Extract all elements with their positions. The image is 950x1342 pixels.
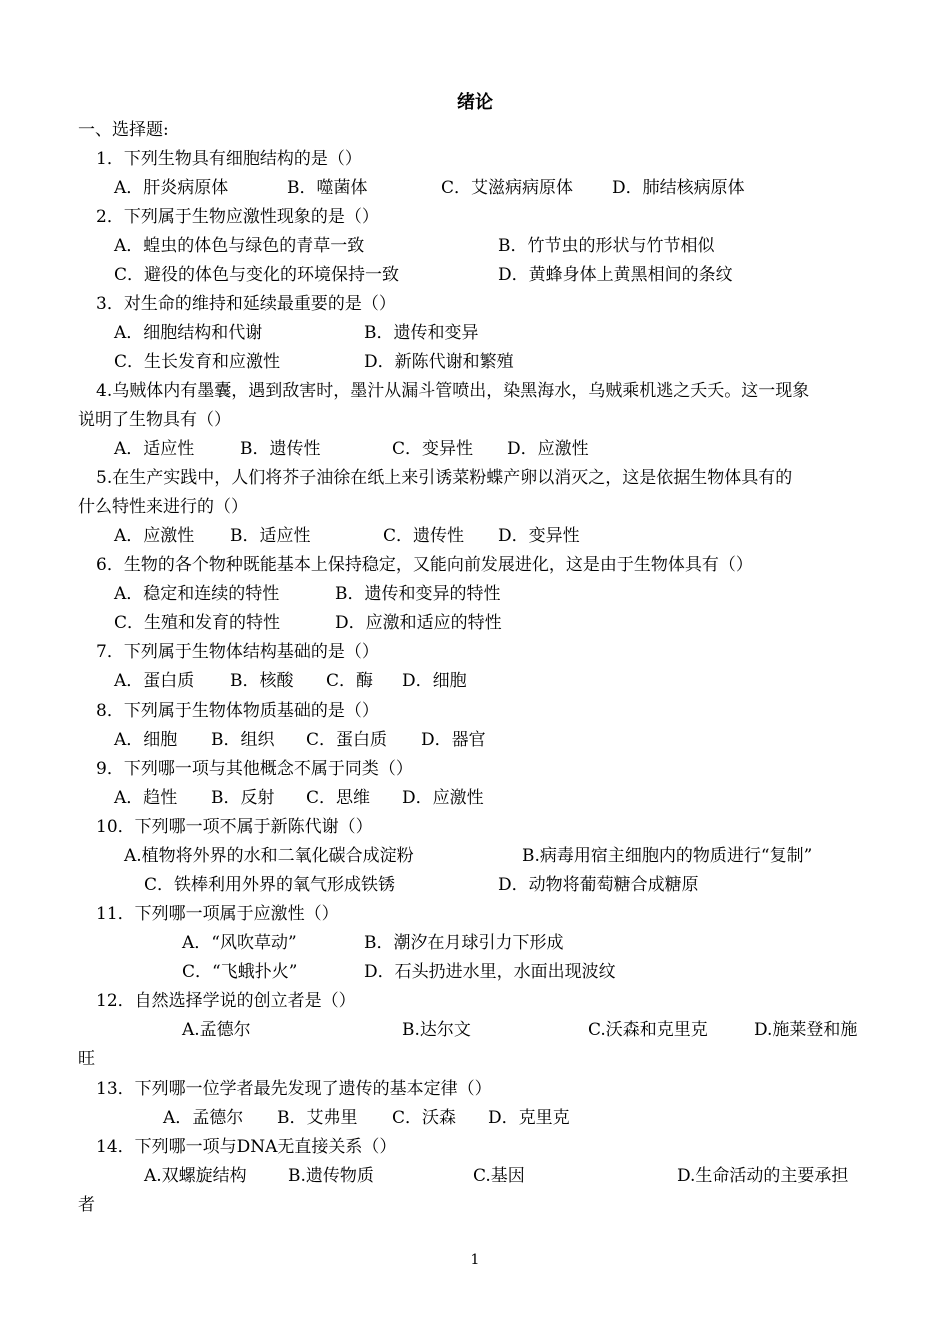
page-number: 1 — [470, 1252, 480, 1268]
question-8-stem: 8．下列属于生物体物质基础的是（） — [96, 701, 379, 721]
option-d: D.生命活动的主要承担 — [677, 1166, 849, 1186]
question-9-stem: 9．下列哪一项与其他概念不属于同类（） — [96, 759, 413, 779]
option-b: B．组织 — [211, 730, 275, 750]
option-a: A．细胞结构和代谢 — [114, 323, 263, 343]
option-b: B.达尔文 — [402, 1020, 471, 1040]
question-6-stem: 6．生物的各个物种既能基本上保持稳定，又能向前发展进化，这是由于生物体具有（） — [96, 555, 753, 575]
option-c: C．思维 — [306, 788, 371, 808]
page-title: 绪论 — [457, 92, 493, 113]
option-b: B．艾弗里 — [277, 1108, 358, 1128]
option-c: C．生殖和发育的特性 — [114, 613, 281, 633]
option-a: A．稳定和连续的特性 — [114, 584, 280, 604]
option-a: A．适应性 — [114, 439, 195, 459]
question-1-stem: 1．下列生物具有细胞结构的是（） — [96, 149, 362, 169]
option-c: C．“飞蛾扑火” — [182, 962, 298, 982]
option-d: D．黄蜂身体上黄黑相间的条纹 — [498, 265, 733, 285]
option-a: A．蛋白质 — [114, 671, 195, 691]
question-2-stem: 2．下列属于生物应激性现象的是（） — [96, 207, 379, 227]
question-13-stem: 13．下列哪一位学者最先发现了遗传的基本定律（） — [96, 1079, 492, 1099]
question-5-stem-cont: 什么特性来进行的（） — [78, 497, 248, 517]
option-d: D．动物将葡萄糖合成糖原 — [498, 875, 699, 895]
option-d: D．细胞 — [402, 671, 467, 691]
option-d: D．肺结核病原体 — [612, 178, 745, 198]
option-a: A.植物将外界的水和二氧化碳合成淀粉 — [124, 846, 414, 866]
option-d: D．石头扔进水里，水面出现波纹 — [364, 962, 616, 982]
question-3-stem: 3．对生命的维持和延续最重要的是（） — [96, 294, 396, 314]
question-12-stem: 12．自然选择学说的创立者是（） — [96, 991, 356, 1011]
option-c: C．避役的体色与变化的环境保持一致 — [114, 265, 400, 285]
option-c: C．沃森 — [392, 1108, 457, 1128]
question-7-stem: 7．下列属于生物体结构基础的是（） — [96, 642, 379, 662]
option-c: C．艾滋病病原体 — [441, 178, 574, 198]
option-d: D．克里克 — [488, 1108, 570, 1128]
option-c: C．铁棒利用外界的氧气形成铁锈 — [144, 875, 396, 895]
option-b: B．竹节虫的形状与竹节相似 — [498, 236, 715, 256]
section-heading: 一、选择题: — [78, 120, 169, 140]
option-a: A.双螺旋结构 — [144, 1166, 247, 1186]
option-c: C．变异性 — [392, 439, 474, 459]
question-4-stem: 4.乌贼体内有墨囊，遇到敌害时，墨汁从漏斗管喷出，染黑海水，乌贼乘机逃之夭夭。这一现象 — [96, 381, 810, 401]
option-d: D．新陈代谢和繁殖 — [364, 352, 514, 372]
option-b: B．遗传性 — [240, 439, 321, 459]
option-c: C．酶 — [326, 671, 374, 691]
question-14-stem: 14．下列哪一项与DNA无直接关系（） — [96, 1137, 397, 1157]
question-5-stem: 5.在生产实践中，人们将芥子油徐在纸上来引诱菜粉蝶产卵以消灭之，这是依据生物体具有的 — [96, 468, 793, 488]
option-a: A．蝗虫的体色与绿色的青草一致 — [114, 236, 365, 256]
question-12-option-cont: 旺 — [78, 1049, 95, 1069]
option-b: B.遗传物质 — [288, 1166, 374, 1186]
option-a: A．细胞 — [114, 730, 178, 750]
question-11-stem: 11．下列哪一项属于应激性（） — [96, 904, 339, 924]
option-a: A．孟德尔 — [163, 1108, 244, 1128]
option-d: D.施莱登和施 — [754, 1020, 858, 1040]
option-b: B．噬菌体 — [287, 178, 368, 198]
option-c: C.沃森和克里克 — [588, 1020, 708, 1040]
option-b: B．核酸 — [230, 671, 294, 691]
option-c: C．遗传性 — [383, 526, 465, 546]
option-d: D．应激性 — [507, 439, 589, 459]
option-b: B．遗传和变异的特性 — [335, 584, 501, 604]
option-c: C.基因 — [473, 1166, 525, 1186]
option-b: B．适应性 — [230, 526, 311, 546]
option-b: B．反射 — [211, 788, 275, 808]
option-d: D．应激和适应的特性 — [335, 613, 502, 633]
option-b: B．潮汐在月球引力下形成 — [364, 933, 564, 953]
question-14-option-cont: 者 — [78, 1195, 95, 1215]
option-c: C．蛋白质 — [306, 730, 388, 750]
option-d: D．变异性 — [498, 526, 580, 546]
option-c: C．生长发育和应激性 — [114, 352, 281, 372]
option-d: D．应激性 — [402, 788, 484, 808]
question-4-stem-cont: 说明了生物具有（） — [78, 410, 231, 430]
option-a: A．趋性 — [114, 788, 178, 808]
option-a: A.孟德尔 — [182, 1020, 251, 1040]
option-a: A．“风吹草动” — [182, 933, 297, 953]
option-a: A．应激性 — [114, 526, 195, 546]
question-10-stem: 10．下列哪一项不属于新陈代谢（） — [96, 817, 373, 837]
option-a: A．肝炎病原体 — [114, 178, 229, 198]
option-b: B．遗传和变异 — [364, 323, 479, 343]
option-b: B.病毒用宿主细胞内的物质进行“复制” — [522, 846, 813, 866]
option-d: D．器官 — [421, 730, 486, 750]
